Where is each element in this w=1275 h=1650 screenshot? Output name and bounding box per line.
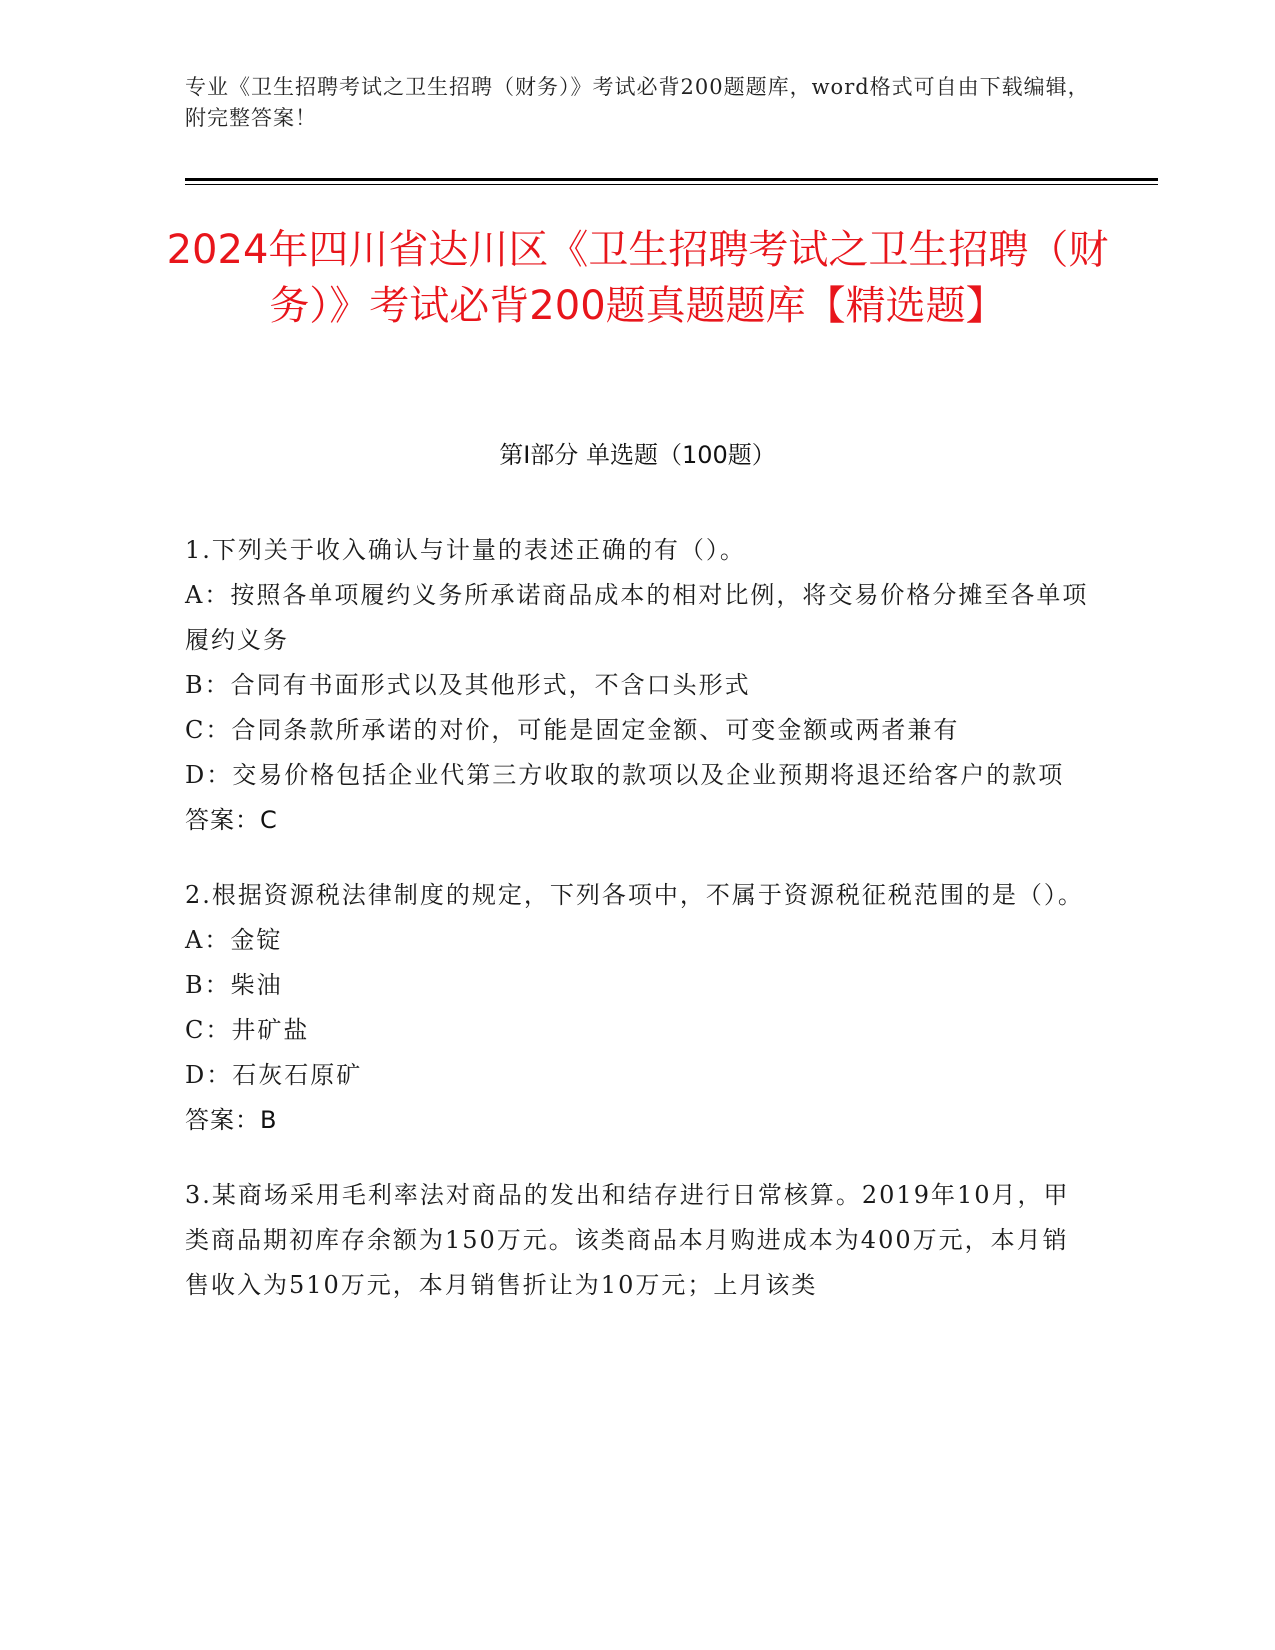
answer: 答案：C	[185, 806, 278, 834]
question-stem: 1.下列关于收入确认与计量的表述正确的有（）。	[185, 536, 746, 564]
document-title: 2024年四川省达川区《卫生招聘考试之卫生招聘（财务）》考试必背200题真题题库【精选题】	[166, 227, 1109, 329]
option-d: D：交易价格包括企业代第三方收取的款项以及企业预期将退还给客户的款项	[185, 761, 1065, 789]
option-a: A：金锭	[185, 926, 283, 954]
section-title: 第I部分 单选题（100题）	[499, 441, 776, 469]
question-2	[185, 873, 1090, 1143]
header-divider-thin	[185, 184, 1158, 185]
question-1	[185, 528, 1090, 843]
option-b: B：合同有书面形式以及其他形式，不含口头形式	[185, 671, 751, 699]
question-list	[185, 528, 1090, 1338]
option-b: B：柴油	[185, 971, 283, 999]
option-d: D：石灰石原矿	[185, 1061, 363, 1089]
option-c: C：合同条款所承诺的对价，可能是固定金额、可变金额或两者兼有	[185, 716, 960, 744]
option-a: A：按照各单项履约义务所承诺商品成本的相对比例，将交易价格分摊至各单项履约义务	[185, 581, 1089, 654]
answer: 答案：B	[185, 1106, 278, 1134]
option-c: C：井矿盐	[185, 1016, 310, 1044]
header-divider-thick	[185, 178, 1158, 181]
question-3	[185, 1173, 1090, 1308]
question-stem: 3.某商场采用毛利率法对商品的发出和结存进行日常核算。2019年10月，甲类商品期初库存余额为150万元。该类商品本月购进成本为400万元，本月销售收入为510万元，本月销售折让为10万元；上月该类	[185, 1181, 1070, 1299]
question-stem: 2.根据资源税法律制度的规定，下列各项中，不属于资源税征税范围的是（）。	[185, 881, 1084, 909]
header-note: 专业《卫生招聘考试之卫生招聘（财务）》考试必背200题题库，word格式可自由下载编辑，附完整答案！	[185, 75, 1090, 130]
